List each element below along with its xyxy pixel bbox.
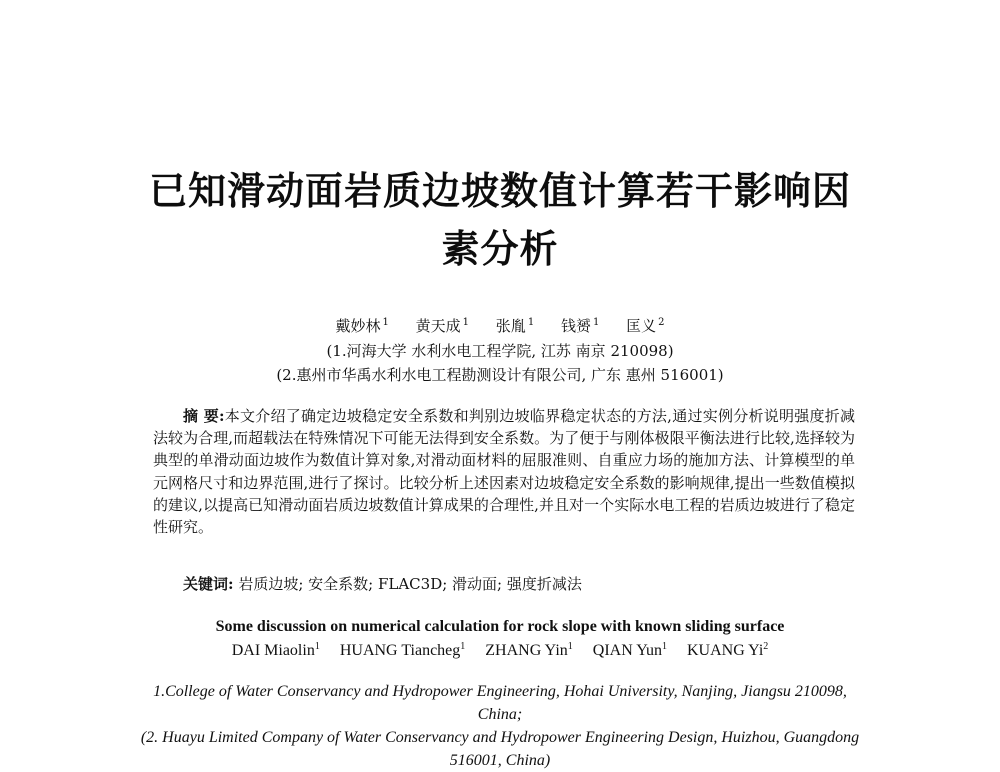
keywords-text: 岩质边坡; 安全系数; FLAC3D; 滑动面; 强度折减法 <box>238 575 582 593</box>
affiliation-cn-2: (2.惠州市华禹水利水电工程勘测设计有限公司, 广东 惠州 516001) <box>276 366 724 384</box>
abstract-text: 本文介绍了确定边坡稳定安全系数和判别边坡临界稳定状态的方法,通过实例分析说明强度折减法较为合理,而超载法在特殊情况下可能无法得到安全系数。为了便于与刚体极限平衡法进行比较,选择较为典型的单滑动面边坡作为数值计算对象,对滑动面材料的屈服准则、自重应力场的施加方法、计算模型的单元网格尺寸和边界范围,进行了探讨。比较分析上述因素对边坡稳定安全系数的影响规律,提出一些数值模拟的建议,以提高已知滑动面岩质边坡数值计算成果的合理性,并且对一个实际水电工程的岩质边坡进行了稳定性研究。 <box>153 407 855 537</box>
author-list-cn <box>0 312 1000 337</box>
author-cn: 戴妙林 $^1$ <box>335 317 389 335</box>
english-title: Some discussion on numerical calculation for rock slope with known sliding surface <box>215 618 785 635</box>
author-cn: 黄天成 $^1$ <box>415 317 470 335</box>
author-en: QIAN Yun$^1$ <box>592 641 667 659</box>
abstract-label: 摘 要: <box>183 407 225 425</box>
author-en: DAI Miaolin$^1$ <box>231 641 320 659</box>
author-en: KUANG Yi$^2$ <box>686 641 769 659</box>
author-cn: 钱赟 $^1$ <box>560 317 600 335</box>
keywords-cn <box>183 573 863 595</box>
author-en: ZHANG Yin$^1$ <box>485 641 573 659</box>
affiliation-cn-1: (1.河海大学 水利水电工程学院, 江苏 南京 210098) <box>326 342 674 360</box>
paper-title <box>0 162 1000 278</box>
author-en: HUANG Tiancheg$^1$ <box>339 641 466 659</box>
abstract-cn <box>153 405 855 538</box>
affiliation-en-1: 1.College of Water Conservancy and Hydropower Engineering, Hohai University, Nanjing, Jiangsu 210098, China; <box>153 683 847 723</box>
author-cn: 匡义 $^2$ <box>626 317 665 335</box>
affiliation-en-2: (2. Huayu Limited Company of Water Conservancy and Hydropower Engineering Design, Huizhou, Guangdong 516001, China) <box>140 729 860 769</box>
author-list-en <box>0 637 1000 661</box>
keywords-label: 关键词: <box>183 575 234 593</box>
paper-title-line-1: 已知滑动面岩质边坡数值计算若干影响因 <box>148 168 851 213</box>
author-cn: 张胤 $^1$ <box>495 317 535 335</box>
paper-title-line-2: 素分析 <box>441 226 559 271</box>
